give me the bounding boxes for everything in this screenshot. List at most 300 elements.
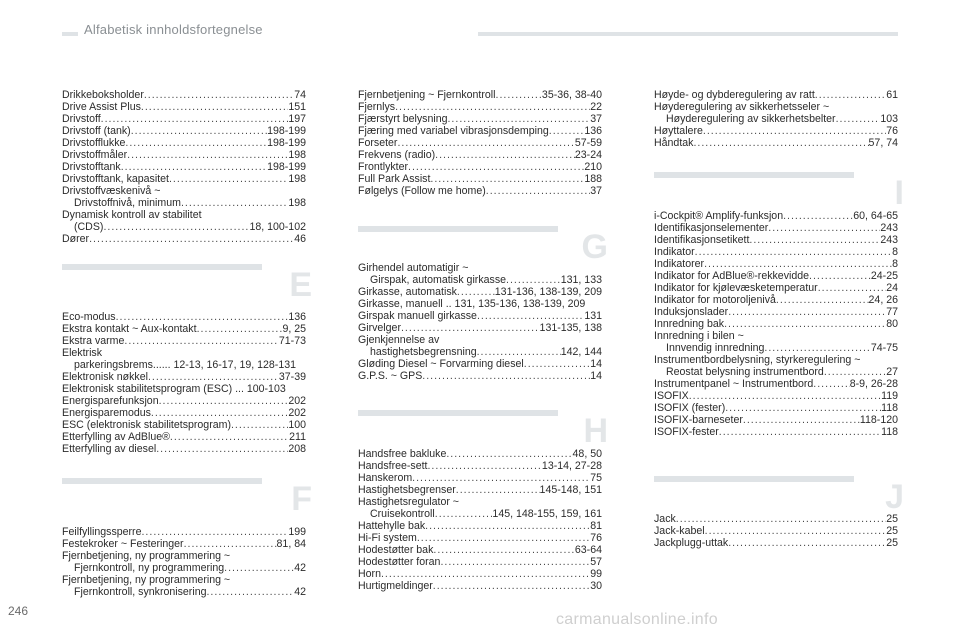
index-term: Frekvens (radio) (358, 149, 436, 161)
index-page-ref: 48, 50 (572, 448, 602, 460)
index-entry (654, 234, 898, 246)
dot-leader (743, 414, 860, 426)
index-entry (654, 390, 898, 402)
index-page-ref: 118 (881, 426, 898, 438)
index-term: Hattehylle bak (358, 520, 426, 532)
dot-leader (703, 125, 886, 137)
section-bar (654, 476, 854, 482)
index-term: Energisparefunksjon (62, 395, 159, 407)
index-term: Drivstoffmåler (62, 149, 128, 161)
dot-leader (184, 538, 277, 550)
index-term: Reostat belysning instrumentbord (666, 366, 824, 378)
index-page-ref: 76 (590, 532, 602, 544)
dot-leader (125, 137, 267, 149)
index-term: ISOFIX (654, 390, 689, 402)
index-entry (62, 161, 306, 173)
index-page-ref: 25 (886, 525, 898, 537)
index-term: ESC (elektronisk stabilitetsprogram) (62, 419, 231, 431)
dot-leader (156, 443, 288, 455)
index-entry (654, 414, 898, 426)
dot-leader (408, 161, 584, 173)
dot-leader (818, 282, 887, 294)
index-page-ref: 118 (881, 402, 898, 414)
section-divider-e (62, 264, 312, 310)
index-page-ref: 202 (288, 407, 306, 419)
index-entry (62, 233, 306, 245)
index-term: Girspak, automatisk girkasse (370, 274, 507, 286)
index-term: Drivstoff (62, 113, 101, 125)
index-entry (358, 149, 602, 161)
index-page-ref: 24, 26 (868, 294, 898, 306)
section-bar (358, 226, 558, 232)
index-term: Følgelys (Follow me home) (358, 185, 486, 197)
dot-leader (456, 484, 540, 496)
index-group-d (62, 89, 306, 245)
index-term: Hi-Fi system (358, 532, 417, 544)
index-term: Høyttalere (654, 125, 703, 137)
dot-leader (430, 173, 584, 185)
dot-leader (141, 101, 288, 113)
dot-leader (381, 568, 590, 580)
section-bar (654, 172, 854, 178)
index-page-ref: 25 (886, 537, 898, 549)
dot-leader (169, 173, 288, 185)
index-entry (358, 370, 602, 382)
index-page-ref: 74-75 (870, 342, 898, 354)
index-entry (62, 371, 306, 383)
index-page-ref: 131-135, 138 (539, 322, 602, 334)
index-entry (358, 286, 602, 298)
index-entry (358, 568, 602, 580)
index-entry (654, 513, 898, 525)
section-bar (358, 410, 558, 416)
index-term: Dører (62, 233, 90, 245)
index-page-ref: 9, 25 (282, 323, 306, 335)
index-page-ref: 24 (886, 282, 898, 294)
index-term: Eco-modus (62, 311, 116, 323)
index-group-f (62, 526, 306, 598)
section-letter-g: G (581, 228, 608, 266)
dot-leader (695, 246, 892, 258)
index-entry: Instrumentbordbelysning, styrkeregulering ~ (654, 354, 861, 366)
index-page-ref: 37-39 (278, 371, 306, 383)
watermark: carmanualsonline.info (556, 611, 718, 628)
index-term: Drivstoffnivå, minimum (74, 197, 181, 209)
index-term: Fjæring med variabel vibrasjonsdemping (358, 125, 549, 137)
index-term: Hurtigmeldinger (358, 580, 433, 592)
index-entry: Fjernbetjening, ny programmering ~ (62, 550, 231, 562)
index-page-ref: 210 (584, 161, 602, 173)
index-entry (358, 358, 602, 370)
dot-leader (170, 431, 289, 443)
index-entry: Fjernbetjening, ny programmering ~ (62, 574, 231, 586)
index-term: Håndtak (654, 137, 694, 149)
index-term: Horn (358, 568, 381, 580)
index-term: Jack (654, 513, 676, 525)
index-entry: Drivstoffvæskenivå ~ (62, 185, 161, 197)
index-entry (654, 306, 898, 318)
dot-leader (141, 526, 288, 538)
dot-leader (103, 221, 249, 233)
dot-leader (725, 402, 881, 414)
index-term: Ekstra varme (62, 335, 125, 347)
dot-leader (159, 395, 289, 407)
index-entry (358, 484, 602, 496)
index-page-ref: 208 (288, 443, 306, 455)
index-entry (358, 322, 602, 334)
index-entry (654, 246, 898, 258)
dot-leader (89, 233, 294, 245)
index-page-ref: 131 (584, 310, 602, 322)
dot-leader (435, 508, 493, 520)
index-term: Drivstofftank (62, 161, 121, 173)
index-page-ref: 74 (294, 89, 306, 101)
index-entry (62, 443, 306, 455)
index-entry (358, 161, 602, 173)
index-term: Identifikasjonsetikett (654, 234, 750, 246)
index-entry (358, 173, 602, 185)
dot-leader (524, 358, 590, 370)
index-page-ref: 42 (294, 586, 306, 598)
index-term: ISOFIX (fester) (654, 402, 726, 414)
index-entry (358, 448, 602, 460)
index-entry (654, 210, 898, 222)
index-page-ref: 243 (880, 234, 898, 246)
index-page-ref: 145, 148-155, 159, 161 (492, 508, 602, 520)
dot-leader (719, 426, 881, 438)
index-entry: Høyderegulering av sikkerhetsseler ~ (654, 101, 830, 113)
index-entry (62, 173, 306, 185)
index-entry: Hastighetsregulator ~ (358, 496, 459, 508)
index-group-j (654, 513, 898, 549)
index-page-ref: 14 (590, 358, 602, 370)
index-page-ref: 63-64 (574, 544, 602, 556)
index-term: Drivstoff (tank) (62, 125, 131, 137)
index-page-ref: 198 (288, 149, 306, 161)
index-term: Jack-kabel (654, 525, 705, 537)
dot-leader (486, 185, 590, 197)
index-term: Energisparemodus (62, 407, 151, 419)
index-page-ref: 76 (886, 125, 898, 137)
index-page-ref: 8 (892, 246, 898, 258)
dot-leader (447, 113, 590, 125)
index-page-ref: 25 (886, 513, 898, 525)
index-entry: Elektronisk stabilitetsprogram (ESC) ... 100-103 (62, 383, 286, 395)
index-page-ref: 46 (294, 233, 306, 245)
index-page-ref: 61 (886, 89, 898, 101)
dot-leader (401, 322, 540, 334)
section-letter-h: H (583, 412, 608, 450)
dot-leader (768, 222, 880, 234)
page-number: 246 (8, 604, 29, 618)
index-term: Girkasse, automatisk (358, 286, 457, 298)
index-entry (358, 580, 602, 592)
index-term: Full Park Assist (358, 173, 431, 185)
dot-leader (728, 537, 886, 549)
index-term: Handsfree-sett (358, 460, 428, 472)
dot-leader (506, 274, 561, 286)
index-term: Ekstra kontakt ~ Aux-kontakt (62, 323, 197, 335)
index-page-ref: 23-24 (574, 149, 602, 161)
index-page-ref: 81 (590, 520, 602, 532)
dot-leader (144, 89, 294, 101)
index-page-ref: 198-199 (267, 137, 306, 149)
index-page-ref: 57 (590, 556, 602, 568)
index-term: (CDS) (74, 221, 104, 233)
index-term: Drivstofflukke (62, 137, 126, 149)
dot-leader (151, 407, 288, 419)
dot-leader (395, 101, 590, 113)
index-entry: Girkasse, manuell .. 131, 135-136, 138-139, 209 (358, 298, 586, 310)
dot-leader (231, 419, 288, 431)
dot-leader (121, 161, 267, 173)
index-term: Hodestøtter bak (358, 544, 434, 556)
index-term: Jackplugg-uttak (654, 537, 729, 549)
index-term: Cruisekontroll (370, 508, 435, 520)
index-term: Etterfylling av AdBlue® (62, 431, 170, 443)
dot-leader (224, 562, 294, 574)
index-entry: Girhendel automatigir ~ (358, 262, 469, 274)
dot-leader (181, 197, 288, 209)
dot-leader (813, 378, 849, 390)
section-bar (62, 478, 262, 484)
index-term: Hastighetsbegrenser (358, 484, 456, 496)
index-entry (62, 149, 306, 161)
dot-leader (197, 323, 283, 335)
dot-leader (705, 525, 887, 537)
dot-leader (477, 346, 561, 358)
index-page-ref: 151 (288, 101, 306, 113)
dot-leader (427, 460, 541, 472)
index-entry (358, 532, 602, 544)
index-term: i-Cockpit® Amplify-funksjon (654, 210, 784, 222)
dot-leader (749, 234, 880, 246)
index-entry (62, 137, 306, 149)
section-divider-f (62, 478, 312, 524)
index-page-ref: 198-199 (267, 125, 306, 137)
dot-leader (433, 544, 575, 556)
index-page-ref: 136 (584, 125, 602, 137)
dot-leader (440, 556, 590, 568)
index-term: Festekroker ~ Festeringer (62, 538, 184, 550)
index-term: Drikkeboksholder (62, 89, 144, 101)
index-entry (358, 89, 602, 101)
index-term: Girvelger (358, 322, 401, 334)
index-term: Høyde- og dybderegulering av ratt (654, 89, 815, 101)
index-entry (62, 221, 306, 233)
dot-leader (693, 137, 868, 149)
index-entry (358, 185, 602, 197)
dot-leader (815, 89, 886, 101)
index-entry (62, 538, 306, 550)
index-entry (62, 311, 306, 323)
index-page-ref: 13-14, 27-28 (541, 460, 602, 472)
index-page-ref: 18, 100-102 (249, 221, 306, 233)
index-entry (62, 89, 306, 101)
index-entry (358, 113, 602, 125)
dot-leader (809, 270, 871, 282)
dot-leader (131, 125, 267, 137)
index-term: hastighetsbegrensning (370, 346, 477, 358)
index-entry (654, 125, 898, 137)
index-entry (654, 258, 898, 270)
index-entry (358, 520, 602, 532)
index-page-ref: 8 (892, 258, 898, 270)
index-group-h-cont (654, 89, 898, 149)
dot-leader (101, 113, 289, 125)
index-entry (654, 137, 898, 149)
index-page-ref: 57, 74 (868, 137, 898, 149)
index-term: ISOFIX-fester (654, 426, 719, 438)
index-term: Fjernlys (358, 101, 396, 113)
dot-leader (764, 342, 871, 354)
index-term: Elektronisk nøkkel (62, 371, 148, 383)
index-term: Indikator for AdBlue®-rekkevidde (654, 270, 810, 282)
index-entry (62, 419, 306, 431)
index-term: Fjernbetjening ~ Fjernkontroll (358, 89, 496, 101)
index-entry: Dynamisk kontroll av stabilitet (62, 209, 202, 221)
index-term: Instrumentpanel ~ Instrumentbord (654, 378, 814, 390)
index-term: Indikator for kjølevæsketemperatur (654, 282, 818, 294)
index-entry (654, 342, 898, 354)
index-page-ref: 77 (886, 306, 898, 318)
index-entry: Gjenkjennelse av (358, 334, 440, 346)
index-entry (654, 294, 898, 306)
index-entry (654, 318, 898, 330)
dot-leader (425, 520, 590, 532)
index-entry (358, 137, 602, 149)
index-term: Drivstofftank, kapasitet (62, 173, 169, 185)
index-entry (62, 101, 306, 113)
index-term: Forseter (358, 137, 398, 149)
index-page-ref: 37 (590, 185, 602, 197)
index-entry (62, 197, 306, 209)
index-page-ref: 30 (590, 580, 602, 592)
index-entry (358, 125, 602, 137)
index-term: Innvendig innredning (666, 342, 765, 354)
index-term: Fjernkontroll, synkronisering (74, 586, 207, 598)
index-entry (62, 125, 306, 137)
index-term: Handsfree bakluke (358, 448, 447, 460)
index-page-ref: 42 (294, 562, 306, 574)
index-page-ref: 22 (590, 101, 602, 113)
index-entry: Elektrisk (62, 347, 103, 359)
index-page-ref: 118-120 (859, 414, 898, 426)
index-entry: parkeringsbrems...... 12-13, 16-17, 19, 128-131 (74, 359, 297, 371)
section-bar (62, 264, 262, 270)
header-decor-bar-left (62, 32, 78, 36)
index-page-ref: 197 (288, 113, 306, 125)
index-entry (358, 101, 602, 113)
dot-leader (417, 532, 590, 544)
index-page-ref: 75 (590, 472, 602, 484)
index-term: Frontlykter (358, 161, 409, 173)
dot-leader (435, 149, 575, 161)
index-page-ref: 81, 84 (276, 538, 306, 550)
dot-leader (148, 371, 279, 383)
index-page-ref: 57-59 (574, 137, 602, 149)
page-header-title: Alfabetisk innholdsfortegnelse (84, 22, 263, 37)
dot-leader (206, 586, 294, 598)
header-decor-bar (478, 32, 898, 36)
index-page-ref: 188 (584, 173, 602, 185)
index-entry (654, 270, 898, 282)
index-entry (62, 586, 306, 598)
index-term: Fjærstyrt belysning (358, 113, 448, 125)
section-letter-j: J (885, 478, 904, 516)
section-letter-e: E (289, 266, 312, 304)
dot-leader (676, 513, 886, 525)
index-entry (358, 508, 602, 520)
index-entry (654, 89, 898, 101)
index-entry (654, 537, 898, 549)
index-term: Indikatorer (654, 258, 705, 270)
index-entry (62, 526, 306, 538)
dot-leader (783, 210, 853, 222)
index-page-ref: 27 (886, 366, 898, 378)
index-term: ISOFIX-barneseter (654, 414, 743, 426)
index-page-ref: 198 (288, 173, 306, 185)
index-page-ref: 131-136, 138-139, 209 (494, 286, 602, 298)
index-page-ref: 71-73 (278, 335, 306, 347)
index-entry (358, 544, 602, 556)
index-entry (62, 395, 306, 407)
index-entry (358, 556, 602, 568)
index-page-ref: 142, 144 (560, 346, 602, 358)
dot-leader (496, 89, 542, 101)
index-term: Etterfylling av diesel (62, 443, 157, 455)
index-group-h (358, 448, 602, 592)
index-term: Indikator for motoroljenivå (654, 294, 776, 306)
index-term: Girspak manuell girkasse (358, 310, 477, 322)
dot-leader (824, 366, 886, 378)
dot-leader (724, 318, 886, 330)
index-entry (62, 113, 306, 125)
index-page-ref: 35-36, 38-40 (541, 89, 602, 101)
index-page-ref: 100 (288, 419, 306, 431)
dot-leader (422, 370, 590, 382)
index-group-e (62, 311, 306, 455)
index-entry (654, 402, 898, 414)
index-entry (654, 378, 898, 390)
index-entry (358, 310, 602, 322)
index-term: Fjernkontroll, ny programmering (74, 562, 225, 574)
index-entry (654, 525, 898, 537)
dot-leader (116, 311, 289, 323)
section-letter-f: F (291, 480, 312, 518)
dot-leader (124, 335, 278, 347)
dot-leader (127, 149, 288, 161)
dot-leader (836, 113, 881, 125)
index-entry (62, 407, 306, 419)
index-entry (654, 282, 898, 294)
index-page-ref: 24-25 (870, 270, 898, 282)
index-entry (654, 222, 898, 234)
index-entry (358, 274, 602, 286)
index-page-ref: 198 (288, 197, 306, 209)
index-page-ref: 211 (289, 431, 306, 443)
index-entry (62, 323, 306, 335)
index-entry (358, 346, 602, 358)
index-group-g (358, 262, 602, 382)
index-page-ref: 60, 64-65 (853, 210, 898, 222)
index-page-ref: 131, 133 (560, 274, 602, 286)
index-entry: Innredning i bilen ~ (654, 330, 744, 342)
dot-leader (433, 580, 590, 592)
index-page-ref: 99 (590, 568, 602, 580)
index-page-ref: 37 (590, 113, 602, 125)
index-entry (358, 472, 602, 484)
